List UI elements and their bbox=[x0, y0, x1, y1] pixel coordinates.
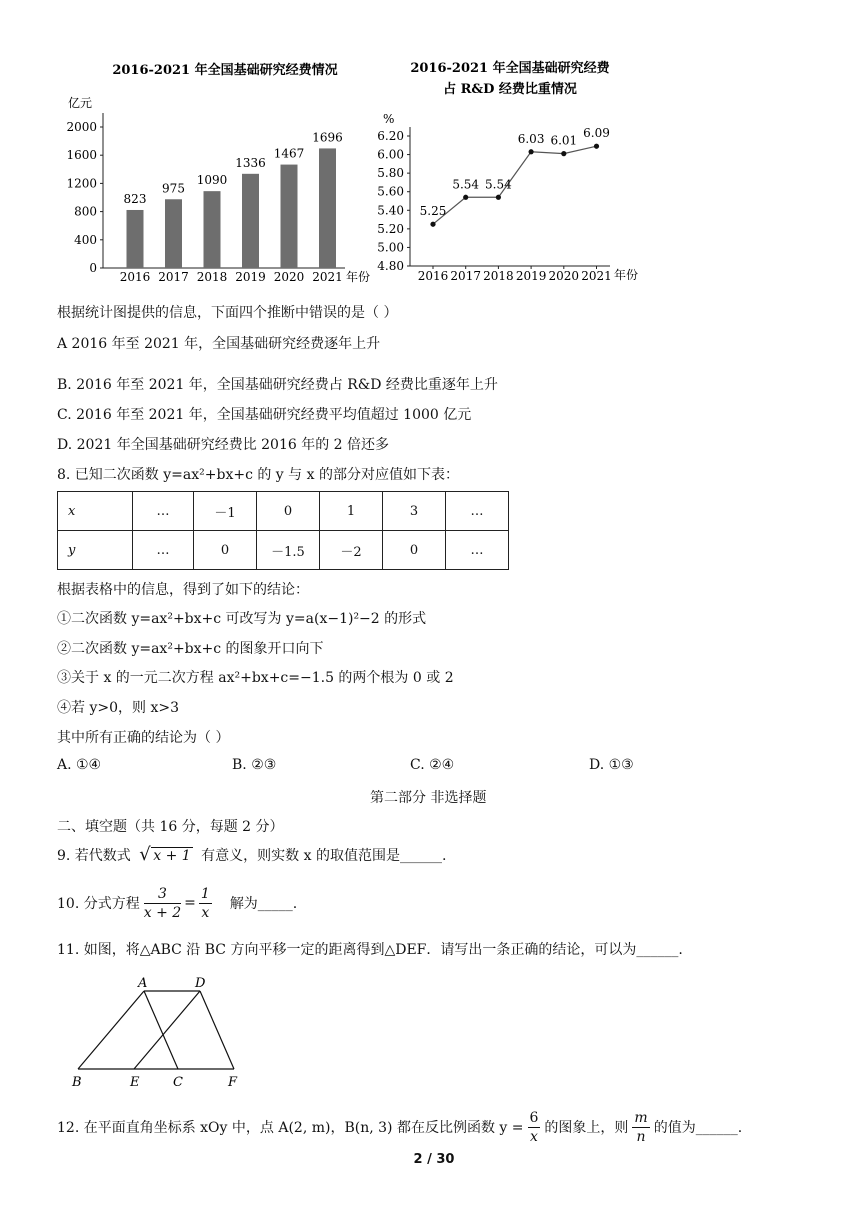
q8-conclusion-1: ①二次函数 y=ax²+bx+c 可改写为 y=a(x−1)²−2 的形式 bbox=[57, 611, 427, 627]
table-cell: … bbox=[133, 492, 194, 531]
q10-equals: = bbox=[184, 895, 196, 911]
funding-bar-chart bbox=[60, 55, 370, 290]
q12-function-fraction bbox=[528, 1109, 541, 1146]
bar-2017 bbox=[165, 199, 182, 268]
q12-pre: 12. 在平面直角坐标系 xOy 中，点 A(2, m)，B(n, 3) 都在反比例函数 y = bbox=[57, 1120, 524, 1136]
line-ytick-label: 5.80 bbox=[377, 166, 404, 181]
line-value-label: 5.54 bbox=[452, 177, 480, 192]
line-point-2016 bbox=[430, 222, 435, 227]
q8-conclusion-3: ③关于 x 的一元二次方程 ax²+bx+c=−1.5 的两个根为 0 或 2 bbox=[57, 670, 454, 686]
q11-figure bbox=[68, 972, 248, 1094]
segment-de bbox=[134, 991, 200, 1069]
bar-2020 bbox=[281, 165, 298, 268]
q8-option-b: B. ②③ bbox=[232, 757, 277, 773]
table-cell: … bbox=[446, 492, 509, 531]
table-cell: －2 bbox=[320, 531, 383, 570]
table-cell: 1 bbox=[320, 492, 383, 531]
bar-xtick-label: 2019 bbox=[235, 270, 266, 284]
line-ytick-label: 5.20 bbox=[377, 221, 404, 236]
q8-option-a: A. ①④ bbox=[57, 757, 102, 773]
bar-ytick-label: 1600 bbox=[66, 148, 97, 163]
line-xtick-label: 2019 bbox=[515, 269, 547, 283]
segment-ac bbox=[144, 991, 178, 1069]
label-b: B bbox=[72, 1075, 82, 1090]
line-xtick-label: 2021 bbox=[581, 269, 612, 283]
q8-lead: 根据表格中的信息，得到了如下的结论： bbox=[57, 582, 309, 598]
q7-option-a: A 2016 年至 2021 年，全国基础研究经费逐年上升 bbox=[57, 336, 381, 352]
line-ytick-label: 6.20 bbox=[377, 129, 404, 143]
line-value-label: 6.09 bbox=[583, 126, 610, 141]
q10-right-numerator: 1 bbox=[200, 885, 210, 902]
bar-xtick-label: 2016 bbox=[119, 270, 151, 284]
line-xtick-label: 2020 bbox=[548, 269, 580, 283]
q8-option-c: C. ②④ bbox=[410, 757, 455, 773]
q8-stem: 8. 已知二次函数 y=ax²+bx+c 的 y 与 x 的部分对应值如下表： bbox=[57, 467, 459, 483]
q11-text: 11. 如图，将△ABC 沿 BC 方向平移一定的距离得到△DEF．请写出一条正确的结论，可以为______. bbox=[57, 942, 683, 958]
q9-pre: 9. 若代数式 bbox=[57, 848, 131, 864]
line-value-label: 5.54 bbox=[485, 177, 512, 192]
bar-2019 bbox=[242, 174, 259, 268]
line-xtick-label: 2017 bbox=[450, 269, 481, 283]
q10-left-fraction bbox=[144, 885, 181, 922]
line-point-2021 bbox=[594, 144, 599, 149]
q12-mn-fraction bbox=[632, 1109, 649, 1146]
table-cell: … bbox=[446, 531, 509, 570]
q9 bbox=[57, 845, 446, 865]
bar-chart-ylabel: 亿元 bbox=[68, 96, 93, 110]
table-cell: … bbox=[133, 531, 194, 570]
q10-post: 解为_____. bbox=[229, 896, 298, 912]
q12-mid: 的图象上，则 bbox=[544, 1120, 629, 1136]
bar-value-label: 1090 bbox=[196, 173, 228, 188]
q12-post: 的值为______. bbox=[653, 1120, 743, 1136]
line-point-2018 bbox=[496, 195, 501, 200]
table-cell: －1 bbox=[194, 492, 257, 531]
line-ytick-label: 4.80 bbox=[377, 259, 404, 273]
q10-right-fraction bbox=[199, 885, 212, 922]
radical-sign-icon: √ bbox=[139, 844, 151, 865]
q7-stem: 根据统计图提供的信息，下面四个推断中错误的是（ ） bbox=[57, 305, 398, 321]
table-cell: 3 bbox=[383, 492, 446, 531]
bar-ytick-label: 400 bbox=[74, 232, 97, 247]
bar-ytick-label: 1200 bbox=[66, 176, 97, 191]
line-value-label: 6.03 bbox=[517, 131, 545, 146]
bar-xtick-label: 2020 bbox=[273, 270, 305, 284]
line-xtick-label: 2018 bbox=[483, 269, 514, 283]
bar-value-label: 1696 bbox=[312, 130, 343, 145]
bar-xtick-label: 2018 bbox=[196, 270, 228, 284]
section-heading: 二、填空题（共 16 分，每题 2 分） bbox=[57, 819, 284, 835]
bar-value-label: 1467 bbox=[273, 146, 305, 161]
table-cell: 0 bbox=[383, 531, 446, 570]
line-chart-ylabel: % bbox=[383, 112, 395, 126]
q12-k-denominator: x bbox=[530, 1128, 538, 1145]
q8-value-table bbox=[57, 491, 509, 570]
line-chart-xlabel: 年份 bbox=[614, 268, 639, 282]
q7-option-d: D. 2021 年全国基础研究经费比 2016 年的 2 倍还多 bbox=[57, 437, 390, 453]
line-xtick-label: 2016 bbox=[417, 269, 449, 283]
label-a: A bbox=[138, 976, 148, 991]
q10-left-numerator: 3 bbox=[144, 885, 181, 904]
line-ytick-label: 6.00 bbox=[377, 147, 404, 162]
q10 bbox=[57, 880, 297, 926]
segment-ab bbox=[78, 991, 144, 1069]
bar-ytick-label: 800 bbox=[74, 204, 97, 219]
q9-radicand: x + 1 bbox=[153, 848, 191, 864]
q10-left-denominator: x + 2 bbox=[143, 904, 182, 921]
ratio-line-chart bbox=[370, 55, 660, 290]
bar-2018 bbox=[204, 191, 221, 268]
part-heading: 第二部分 非选择题 bbox=[370, 790, 487, 806]
q12-m-numerator: m bbox=[634, 1109, 648, 1126]
q12 bbox=[57, 1104, 742, 1150]
bar-ytick-label: 2000 bbox=[66, 120, 97, 134]
q8-conclusion-4: ④若 y>0，则 x>3 bbox=[57, 700, 179, 716]
q8-conclusion-2: ②二次函数 y=ax²+bx+c 的图象开口向下 bbox=[57, 641, 324, 657]
line-point-2017 bbox=[463, 195, 468, 200]
bar-chart-xlabel: 年份 bbox=[346, 270, 370, 284]
bar-2016 bbox=[127, 210, 144, 268]
q12-n-denominator: n bbox=[636, 1128, 646, 1145]
table-cell: x bbox=[58, 492, 133, 531]
table-row bbox=[58, 492, 509, 531]
q9-post: 有意义，则实数 x 的取值范围是______. bbox=[201, 848, 447, 864]
table-cell: 0 bbox=[194, 531, 257, 570]
line-point-2019 bbox=[529, 149, 534, 154]
line-ytick-label: 5.00 bbox=[377, 240, 404, 255]
line-value-label: 6.01 bbox=[550, 133, 578, 148]
q8-ask: 其中所有正确的结论为（ ） bbox=[57, 730, 230, 746]
line-ytick-label: 5.60 bbox=[377, 184, 404, 199]
bar-ytick-label: 0 bbox=[89, 261, 97, 275]
q7-option-b: B. 2016 年至 2021 年，全国基础研究经费占 R&D 经费比重逐年上升 bbox=[57, 377, 498, 393]
line-chart-subtitle: 占 R&D 经费比重情况 bbox=[443, 82, 577, 97]
line-value-label: 5.25 bbox=[419, 204, 447, 219]
segment-df bbox=[200, 991, 234, 1069]
q7-option-c: C. 2016 年至 2021 年，全国基础研究经费平均值超过 1000 亿元 bbox=[57, 407, 472, 423]
q9-radical bbox=[139, 844, 192, 865]
q8-option-d: D. ①③ bbox=[589, 757, 634, 773]
bar-xtick-label: 2021 bbox=[312, 270, 343, 284]
bar-chart-title: 2016-2021 年全国基础研究经费情况 bbox=[112, 63, 338, 78]
label-d: D bbox=[195, 976, 206, 991]
q12-k-numerator: 6 bbox=[529, 1109, 539, 1126]
table-cell: y bbox=[58, 531, 133, 570]
line-ytick-label: 5.40 bbox=[377, 203, 404, 218]
table-cell: 0 bbox=[257, 492, 320, 531]
page-number: 2 / 30 bbox=[413, 1152, 455, 1167]
line-point-2020 bbox=[561, 151, 566, 156]
table-cell: －1.5 bbox=[257, 531, 320, 570]
label-c: C bbox=[173, 1075, 183, 1090]
bar-value-label: 823 bbox=[123, 191, 147, 206]
bar-2021 bbox=[319, 148, 336, 268]
label-e: E bbox=[130, 1075, 140, 1090]
label-f: F bbox=[228, 1075, 238, 1090]
bar-value-label: 1336 bbox=[235, 155, 266, 170]
table-row bbox=[58, 531, 509, 570]
bar-value-label: 975 bbox=[162, 181, 185, 196]
line-chart-title: 2016-2021 年全国基础研究经费 bbox=[410, 61, 610, 76]
q10-right-denominator: x bbox=[201, 904, 210, 921]
bar-xtick-label: 2017 bbox=[158, 270, 189, 284]
q10-pre: 10. 分式方程 bbox=[57, 896, 140, 912]
